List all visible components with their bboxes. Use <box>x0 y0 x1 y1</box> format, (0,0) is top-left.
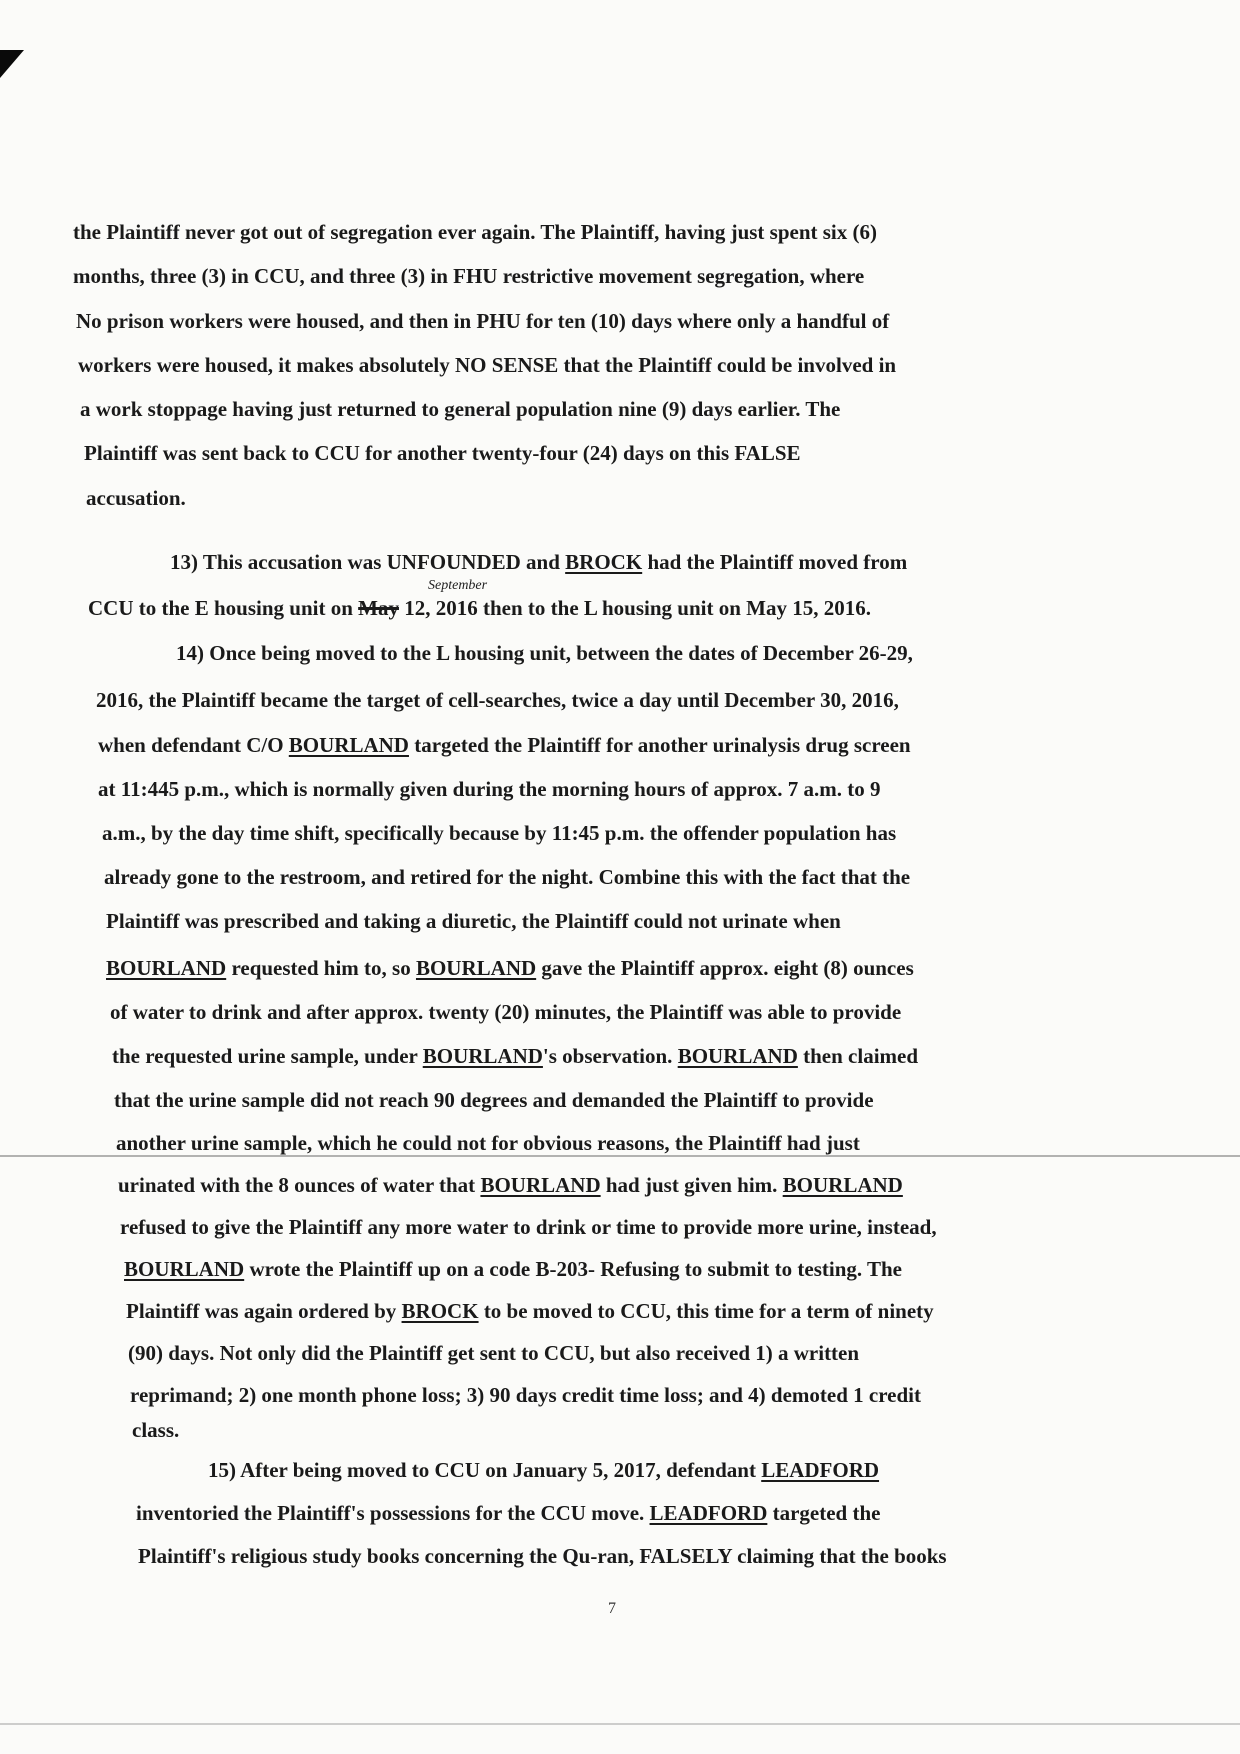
text-line: accusation. <box>86 486 186 510</box>
text-line: a work stoppage having just returned to general population nine (9) days earlier. The <box>80 397 841 421</box>
text-line: a.m., by the day time shift, specifically because by 11:45 p.m. the offender population has <box>102 821 897 845</box>
text-line: No prison workers were housed, and then in PHU for ten (10) days where only a handful of <box>76 309 890 333</box>
text-line: 2016, the Plaintiff became the target of cell-searches, twice a day until December 30, 2016, <box>96 688 899 712</box>
defendant-name-bourland: BOURLAND <box>677 1044 798 1068</box>
text-line: another urine sample, which he could not for obvious reasons, the Plaintiff had just <box>116 1131 860 1155</box>
text-line: CCU to the E housing unit on May 12, 2016 then to the L housing unit on May 15, 2016. <box>88 596 871 620</box>
defendant-name-bourland: BOURLAND <box>288 733 409 757</box>
defendant-name-bourland: BOURLAND <box>106 956 227 980</box>
handwritten-correction: September <box>428 578 488 593</box>
page-number: 7 <box>608 1600 616 1617</box>
text-line: workers were housed, it makes absolutely NO SENSE that the Plaintiff could be involved in <box>78 353 897 377</box>
defendant-name-brock: BROCK <box>401 1299 479 1323</box>
defendant-name-bourland: BOURLAND <box>480 1173 601 1197</box>
scan-artifact-line <box>0 1155 1240 1157</box>
paragraph-13-start: 13) This accusation was UNFOUNDED and BROCK had the Plaintiff moved from <box>170 550 908 574</box>
text-line: Plaintiff was again ordered by BROCK to be moved to CCU, this time for a term of ninety <box>126 1299 934 1323</box>
text-line: Plaintiff was prescribed and taking a diuretic, the Plaintiff could not urinate when <box>106 909 841 933</box>
defendant-name-bourland: BOURLAND <box>782 1173 903 1197</box>
text-line: reprimand; 2) one month phone loss; 3) 90 days credit time loss; and 4) demoted 1 credit <box>130 1383 921 1407</box>
defendant-name-bourland: BOURLAND <box>415 956 537 980</box>
text-line: inventoried the Plaintiff's possessions for the CCU move. LEADFORD targeted the <box>136 1501 881 1525</box>
scan-corner-mark <box>0 50 24 78</box>
text-line: when defendant C/O BOURLAND targeted the Plaintiff for another urinalysis drug screen <box>98 733 911 757</box>
text-line: refused to give the Plaintiff any more water to drink or time to provide more urine, instead, <box>120 1215 937 1239</box>
text-line: the Plaintiff never got out of segregation ever again. The Plaintiff, having just spent six (6) <box>73 220 877 244</box>
text-line: already gone to the restroom, and retired for the night. Combine this with the fact that the <box>104 865 911 889</box>
struck-word: May <box>358 596 399 620</box>
defendant-name-leadford: LEADFORD <box>649 1501 768 1525</box>
text-line: class. <box>132 1418 180 1442</box>
text-line: of water to drink and after approx. twenty (20) minutes, the Plaintiff was able to provide <box>110 1000 902 1024</box>
text-line: that the urine sample did not reach 90 degrees and demanded the Plaintiff to provide <box>114 1088 874 1112</box>
defendant-name-bourland: BOURLAND <box>124 1257 245 1281</box>
scan-artifact-line <box>0 1723 1240 1725</box>
text-line: at 11:445 p.m., which is normally given during the morning hours of approx. 7 a.m. to 9 <box>98 777 881 801</box>
defendant-name-bourland: BOURLAND <box>422 1044 543 1068</box>
text-line: the requested urine sample, under BOURLAND's observation. BOURLAND then claimed <box>112 1044 919 1068</box>
text-line: months, three (3) in CCU, and three (3) in FHU restrictive movement segregation, where <box>73 264 865 288</box>
paragraph-14-start: 14) Once being moved to the L housing unit, between the dates of December 26-29, <box>176 641 913 665</box>
text-line: BOURLAND requested him to, so BOURLAND gave the Plaintiff approx. eight (8) ounces <box>106 956 914 980</box>
text-line: (90) days. Not only did the Plaintiff get sent to CCU, but also received 1) a written <box>128 1341 860 1365</box>
defendant-name-brock: BROCK <box>565 550 643 574</box>
text-line: BOURLAND wrote the Plaintiff up on a code B-203- Refusing to submit to testing. The <box>124 1257 902 1281</box>
text-line: urinated with the 8 ounces of water that BOURLAND had just given him. BOURLAND <box>118 1173 903 1197</box>
text-line: Plaintiff's religious study books concerning the Qu-ran, FALSELY claiming that the books <box>138 1544 947 1568</box>
text-line: Plaintiff was sent back to CCU for another twenty-four (24) days on this FALSE <box>84 441 801 465</box>
paragraph-15-start: 15) After being moved to CCU on January 5, 2017, defendant LEADFORD <box>208 1458 880 1482</box>
defendant-name-leadford: LEADFORD <box>761 1458 880 1482</box>
